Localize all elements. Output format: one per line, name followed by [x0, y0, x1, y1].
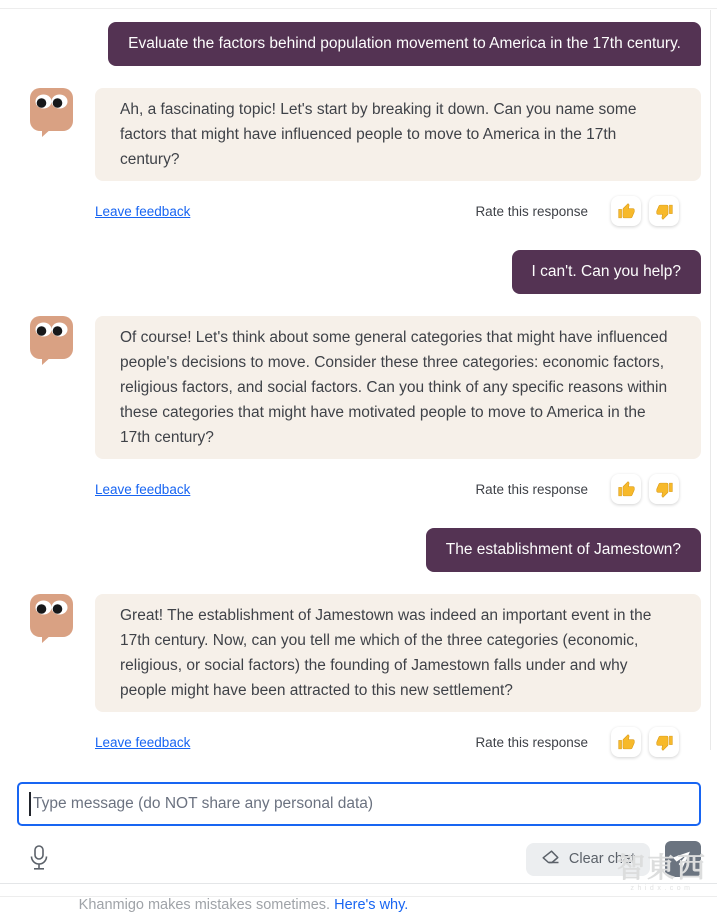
rate-label: Rate this response [475, 734, 588, 750]
microphone-button[interactable] [27, 842, 51, 877]
assistant-message-bubble: Of course! Let's think about some general categories that might have influenced people's decisions to move. Consider these three categories: economic factors, religious factors, and social factors. Can you think of any specific reasons within these categories that might have motivated people to move to America in the 17th century? [95, 316, 701, 459]
message-row-assistant [30, 594, 701, 757]
disclaimer-text: Khanmigo makes mistakes sometimes. [78, 897, 331, 913]
rate-group [475, 727, 679, 757]
leave-feedback-link[interactable]: Leave feedback [95, 481, 191, 497]
paper-plane-icon [674, 848, 693, 870]
clear-chat-label: Clear chat [568, 851, 635, 867]
composer-controls [17, 840, 701, 878]
watermark-text: 智東西 [616, 852, 707, 883]
thumbs-up-icon [618, 481, 635, 498]
thumbs-up-icon [618, 734, 635, 751]
user-message-bubble: Evaluate the factors behind population movement to America in the 17th century. [108, 22, 701, 66]
chat-message-list [0, 22, 717, 757]
thumbs-down-button[interactable] [649, 196, 679, 226]
user-message-bubble: The establishment of Jamestown? [426, 528, 701, 572]
message-row-user [0, 22, 701, 66]
thumbs-down-button[interactable] [649, 474, 679, 504]
message-row-user [0, 528, 701, 572]
message-row-user [0, 250, 701, 294]
scrollbar-track[interactable] [710, 10, 711, 750]
top-divider [0, 0, 717, 9]
leave-feedback-link[interactable]: Leave feedback [95, 734, 191, 750]
heres-why-link[interactable]: Here's why. [334, 897, 409, 913]
khanmigo-mascot-icon [30, 316, 73, 365]
composer [17, 782, 701, 826]
feedback-row [95, 727, 701, 757]
send-button[interactable] [665, 841, 701, 877]
assistant-message-bubble: Ah, a fascinating topic! Let's start by breaking it down. Can you name some factors that might have influenced people to move to America in the 17th century? [95, 88, 701, 181]
thumbs-down-icon [656, 734, 673, 751]
feedback-row [95, 474, 701, 504]
footer-disclaimer [0, 884, 717, 913]
thumbs-up-button[interactable] [611, 727, 641, 757]
rate-group [475, 196, 679, 226]
clear-chat-button[interactable] [526, 843, 650, 876]
rate-label: Rate this response [475, 203, 588, 219]
thumbs-up-icon [618, 203, 635, 220]
message-row-assistant [30, 88, 701, 226]
leave-feedback-link[interactable]: Leave feedback [95, 203, 191, 219]
khanmigo-mascot-icon [30, 88, 73, 137]
bottom-divider [0, 896, 717, 897]
thumbs-down-icon [656, 481, 673, 498]
thumbs-up-button[interactable] [611, 196, 641, 226]
thumbs-down-button[interactable] [649, 727, 679, 757]
microphone-icon [29, 844, 49, 875]
rate-label: Rate this response [475, 481, 588, 497]
message-input[interactable] [17, 782, 701, 826]
rate-group [475, 474, 679, 504]
user-message-bubble: I can't. Can you help? [512, 250, 701, 294]
text-caret [29, 792, 31, 816]
watermark-subtext: zhidx.com [630, 885, 694, 892]
feedback-row [95, 196, 701, 226]
khanmigo-mascot-icon [30, 594, 73, 643]
message-row-assistant [30, 316, 701, 504]
thumbs-up-button[interactable] [611, 474, 641, 504]
assistant-message-bubble: Great! The establishment of Jamestown was indeed an important event in the 17th century. Now, can you tell me which of the three categories (economic, religious, or social factors) the founding of Jamestown falls under and why people might have been attracted to this new settlement? [95, 594, 701, 712]
thumbs-down-icon [656, 203, 673, 220]
eraser-icon [541, 849, 569, 870]
